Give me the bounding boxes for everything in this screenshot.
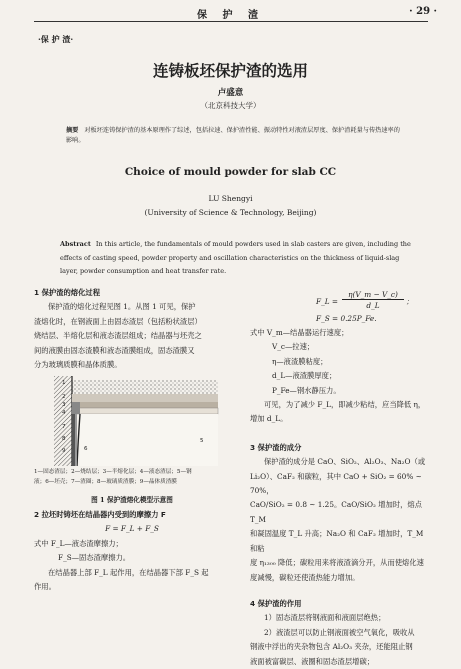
section-4-line: 钢液中浮出的夹杂物包含 Al₂O₃ 夹杂，还能阻止钢: [250, 642, 413, 652]
section-3-line: CaO/SiO₂ = 0.8 ~ 1.25。CaO/SiO₂ 增加时，熔点 T_M: [250, 500, 422, 524]
section-3-line: 度减慢，碳粒还使渣热能力增加。: [250, 572, 360, 582]
english-abstract: [60, 238, 410, 279]
eq1-denominator: d_L: [366, 301, 380, 310]
semi-molten-layer: [72, 402, 218, 408]
definition-line: P_Fe—钢水静压力。: [272, 385, 341, 395]
fig-label-8: 8: [62, 436, 66, 442]
figure-1-diagram: [50, 372, 220, 466]
chinese-author: 卢盛意: [217, 88, 244, 98]
shell-line: [77, 414, 80, 466]
definition-fl: 式中 F_L—液态渣摩擦力；: [34, 538, 123, 548]
section-2-text: 作用。: [34, 582, 56, 592]
english-title: Choice of mould powder for slab CC: [124, 166, 337, 178]
section-4-line: 液面被富碳层、液圈和固态渣层增碳；: [250, 656, 375, 666]
fig-label-3: 3: [62, 402, 66, 408]
fig-label-7: 7: [62, 424, 66, 430]
left-column: [34, 286, 230, 372]
section-1-line: 间的液膜由固态渣膜和液态渣膜组成，固态渣膜又: [34, 345, 195, 355]
definition-line: V_c—拉速；: [272, 342, 315, 352]
abstract-en-line: In this article, the fundamentals of mould powders used in slab casters are given, including the: [95, 240, 411, 248]
fig-label-5: 5: [200, 438, 204, 444]
chinese-title: 连铸板坯保护渣的选用: [152, 62, 308, 80]
section-3-line: 保护渣的成分是 CaO、SiO₂、Al₂O₃、Na₂O（或: [264, 457, 426, 467]
powder-layer: [72, 380, 218, 394]
abstract-cn-text: 对板坯连铸保护渣的基本原理作了综述，包括拉速、保护渣性能、振动特性对液渣层厚度、保护渣耗量与传热速率的影响。: [66, 127, 400, 144]
section-4-line: 2）液渣层可以防止钢液面被空气氧化，吸收从: [264, 627, 415, 637]
fig-label-2: 2: [62, 394, 66, 400]
liquid-slag-layer: [72, 408, 218, 414]
section-3-line: 度 η₁₃₀₀ 降低；碳粒用来将液渣滴分开，从而使熔化速: [250, 558, 424, 568]
eq1-numerator: η(V_m − V_c): [342, 290, 404, 300]
eq1-tail: ；: [406, 297, 414, 306]
abstract-en-line: layer, powder consumption and heat transfer rate.: [60, 267, 227, 275]
section-4-title: 4 保护渣的作用: [250, 598, 302, 608]
figure-1-caption: [34, 468, 234, 487]
english-author: LU Shengyi: [208, 194, 253, 203]
section-1-line: 分为玻璃质膜和晶体质膜。: [34, 360, 122, 370]
journal-name: 保 护 渣: [197, 10, 264, 21]
fig-label-6: 6: [84, 446, 88, 452]
header-rule: [34, 21, 428, 22]
slag-rim: [72, 402, 80, 414]
chinese-affiliation: （北京科技大学）: [200, 101, 261, 110]
abstract-en-label: Abstract: [60, 240, 91, 248]
caption-line: 液；6—坯壳；7—渣圈；8—玻璃质渣膜；9—晶体质渣膜: [34, 478, 177, 485]
summary-line: 增加 d_L。: [250, 414, 288, 424]
section-3-line: Li₂O）、CaF₂ 和碳粒，其中 CaO + SiO₂ = 60% ~ 70%，: [250, 471, 422, 496]
definition-line: η—液渣膜粘度；: [272, 356, 328, 366]
fig-label-1: 1: [62, 380, 66, 386]
fig-label-9: 9: [62, 448, 66, 454]
abstract-cn-label: 摘要: [66, 127, 79, 134]
section-1-line: 保护渣的熔化过程见图 1。从图 1 可见，保护: [48, 302, 196, 312]
fig-label-4: 4: [62, 410, 66, 416]
caption-line: 1—固态渣层；2—烧结层；3—半熔化层；4—液态渣层；5—钢: [34, 469, 192, 475]
eq-solid-friction: F_S = 0.25P_Fe.: [316, 314, 377, 323]
friction-equation: F = F_L + F_S: [105, 524, 159, 534]
summary-line: 可见，为了减少 F_L，即减少粘结，应当降低 η，: [264, 400, 426, 410]
section-1-line: 烧结层、半熔化层和液态渣层组成；结晶器与坯壳之: [34, 331, 202, 341]
section-1-title: 1 保护渣的熔化过程: [34, 288, 100, 297]
definition-line: 式中 V_m—结晶器运行速度；: [250, 328, 349, 337]
eq1-lhs: F_L =: [316, 297, 338, 306]
section-3-line: 和凝固温度 T_L 升高；Na₂O 和 CaF₂ 增加时，T_M 和粘: [250, 529, 424, 553]
definition-line: d_L—液渣膜厚度；: [272, 371, 337, 381]
section-3-title: 3 保护渣的成分: [250, 442, 302, 452]
english-affiliation: (University of Science & Technology, Beijing): [144, 208, 317, 217]
column-tag: ·保 护 渣·: [38, 34, 74, 44]
section-1-line: 渣熔化时，在钢液面上由固态渣层（包括粉状渣层）: [34, 316, 202, 326]
page-number: · 29 ·: [409, 6, 437, 17]
running-header: [0, 0, 461, 22]
section-2-text: 在结晶器上部 F_L 起作用，在结晶器下部 F_S 起: [48, 567, 209, 577]
figure-1-title: 图 1 保护渣熔化模型示意图: [91, 496, 173, 504]
section-2: [34, 508, 230, 594]
definition-fs: F_S—固态渣摩擦力。: [58, 553, 131, 563]
glassy-film: [72, 414, 75, 466]
crystal-film: [75, 414, 77, 466]
right-column: [250, 326, 430, 669]
section-2-title: 2 拉坯时铸坯在结晶器内受到的摩擦力 F: [34, 510, 166, 519]
abstract-en-line: effects of casting speed, powder property and oscillation characteristics on the thickness of liquid-slag: [60, 253, 400, 262]
section-4-line: 1）固态渣层将钢液面和液面层绝热；: [264, 613, 386, 623]
molten-steel: [80, 414, 218, 466]
sintered-layer: [72, 394, 218, 402]
chinese-abstract: [66, 126, 406, 145]
